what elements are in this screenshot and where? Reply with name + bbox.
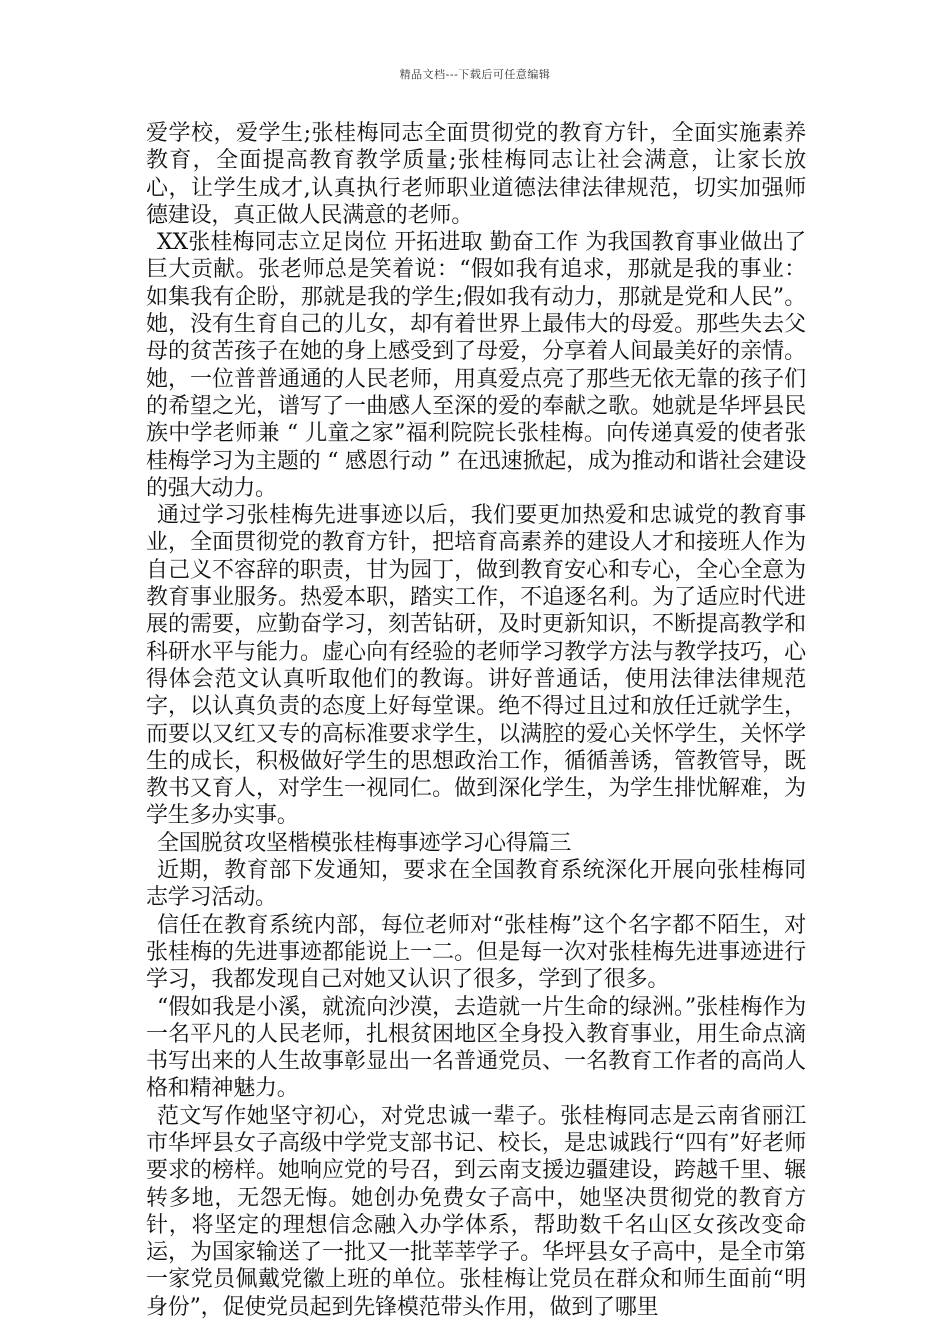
paragraph-5: 信任在教育系统内部，每位老师对“张桂梅”这个名字都不陌生，对张桂梅的先进事迹都能说上一二。但是每一次对张桂梅先进事迹进行学习，我都发现自己对她又认识了很多，学到了很多。 [146, 912, 806, 993]
paragraph-2: XX张桂梅同志立足岗位 开拓进取 勤奋工作 为我国教育事业做出了巨大贡献。张老师总是笑着说：“假如我有追求，那就是我的事业：如集我有企盼，那就是我的学生;假如我有动力，那就是党和人民”。她，没有生育自己的儿女，却有着世界上最伟大的母爱。那些失去父母的贫苦孩子在她的身上感受到了母爱，分享着人间最美好的亲情。她，一位普普通通的人民老师，用真爱点亮了那些无依无靠的孩子们的希望之光，谱写了一曲感人至深的爱的奉献之歌。她就是华坪县民族中学老师兼 “ 儿童之家”福利院院长张桂梅。向传递真爱的使者张桂梅学习为主题的 “ 感恩行动 ” 在迅速掀起，成为推动和谐社会建设的强大动力。 [146, 230, 806, 501]
paragraph-3: 通过学习张桂梅先进事迹以后，我们要更加热爱和忠诚党的教育事业，全面贯彻党的教育方针，把培育高素养的建设人才和接班人作为自己义不容辞的职责，甘为园丁，做到教育安心和专心，全心全意为教育事业服务。热爱本职，踏实工作，不追逐名利。为了适应时代进展的需要，应勤奋学习，刻苦钻研，及时更新知识，不断提高教学和科研水平与能力。虚心向有经验的老师学习教学方法与教学技巧，心得体会范文认真听取他们的教诲。讲好普通话，使用法律法律规范字，以认真负责的态度上好每堂课。绝不得过且过和放任迁就学生，而要以又红又专的高标准要求学生，以满腔的爱心关怀学生，关怀学生的成长，积极做好学生的思想政治工作，循循善诱，管教管导，既教书又育人，对学生一视同仁。做到深化学生，为学生排忧解难，为学生多办实事。 [146, 503, 806, 829]
paragraph-7: 范文写作她坚守初心，对党忠诚一辈子。张桂梅同志是云南省丽江市华坪县女子高级中学党支部书记、校长，是忠诚践行“四有”好老师要求的榜样。她响应党的号召，到云南支援边疆建设，跨越千里、辗转多地，无怨无悔。她创办免费女子高中，她坚决贯彻党的教育方针，将坚定的理想信念融入办学体系，帮助数千名山区女孩改变命运，为国家输送了一批又一批莘莘学子。华坪县女子高中，是全市第一家党员佩戴党徽上班的单位。张桂梅让党员在群众和师生面前“明身份”，促使党员起到先锋模范带头作用，做到了哪里 [146, 1103, 806, 1320]
document-body [146, 120, 806, 1321]
paragraph-4: 近期，教育部下发通知，要求在全国教育系统深化开展向张桂梅同志学习活动。 [146, 858, 806, 911]
paragraph-1: 爱学校，爱学生;张桂梅同志全面贯彻党的教育方针，全面实施素养教育，全面提高教育教学质量;张桂梅同志让社会满意，让家长放心，让学生成才,认真执行老师职业道德法律法律规范，切实加强师德建设，真正做人民满意的老师。 [146, 121, 806, 228]
section-heading: 全国脱贫攻坚楷模张桂梅事迹学习心得篇三 [157, 830, 572, 856]
page-header: 精品文档---下载后可任意编辑 [399, 68, 551, 81]
paragraph-6: “假如我是小溪，就流向沙漠，去造就一片生命的绿洲。”张桂梅作为一名平凡的人民老师，扎根贫困地区全身投入教育事业，用生命点滴书写出来的人生故事彰显出一名普通党员、一名教育工作者的高尚人格和精神魅力。 [146, 994, 806, 1102]
